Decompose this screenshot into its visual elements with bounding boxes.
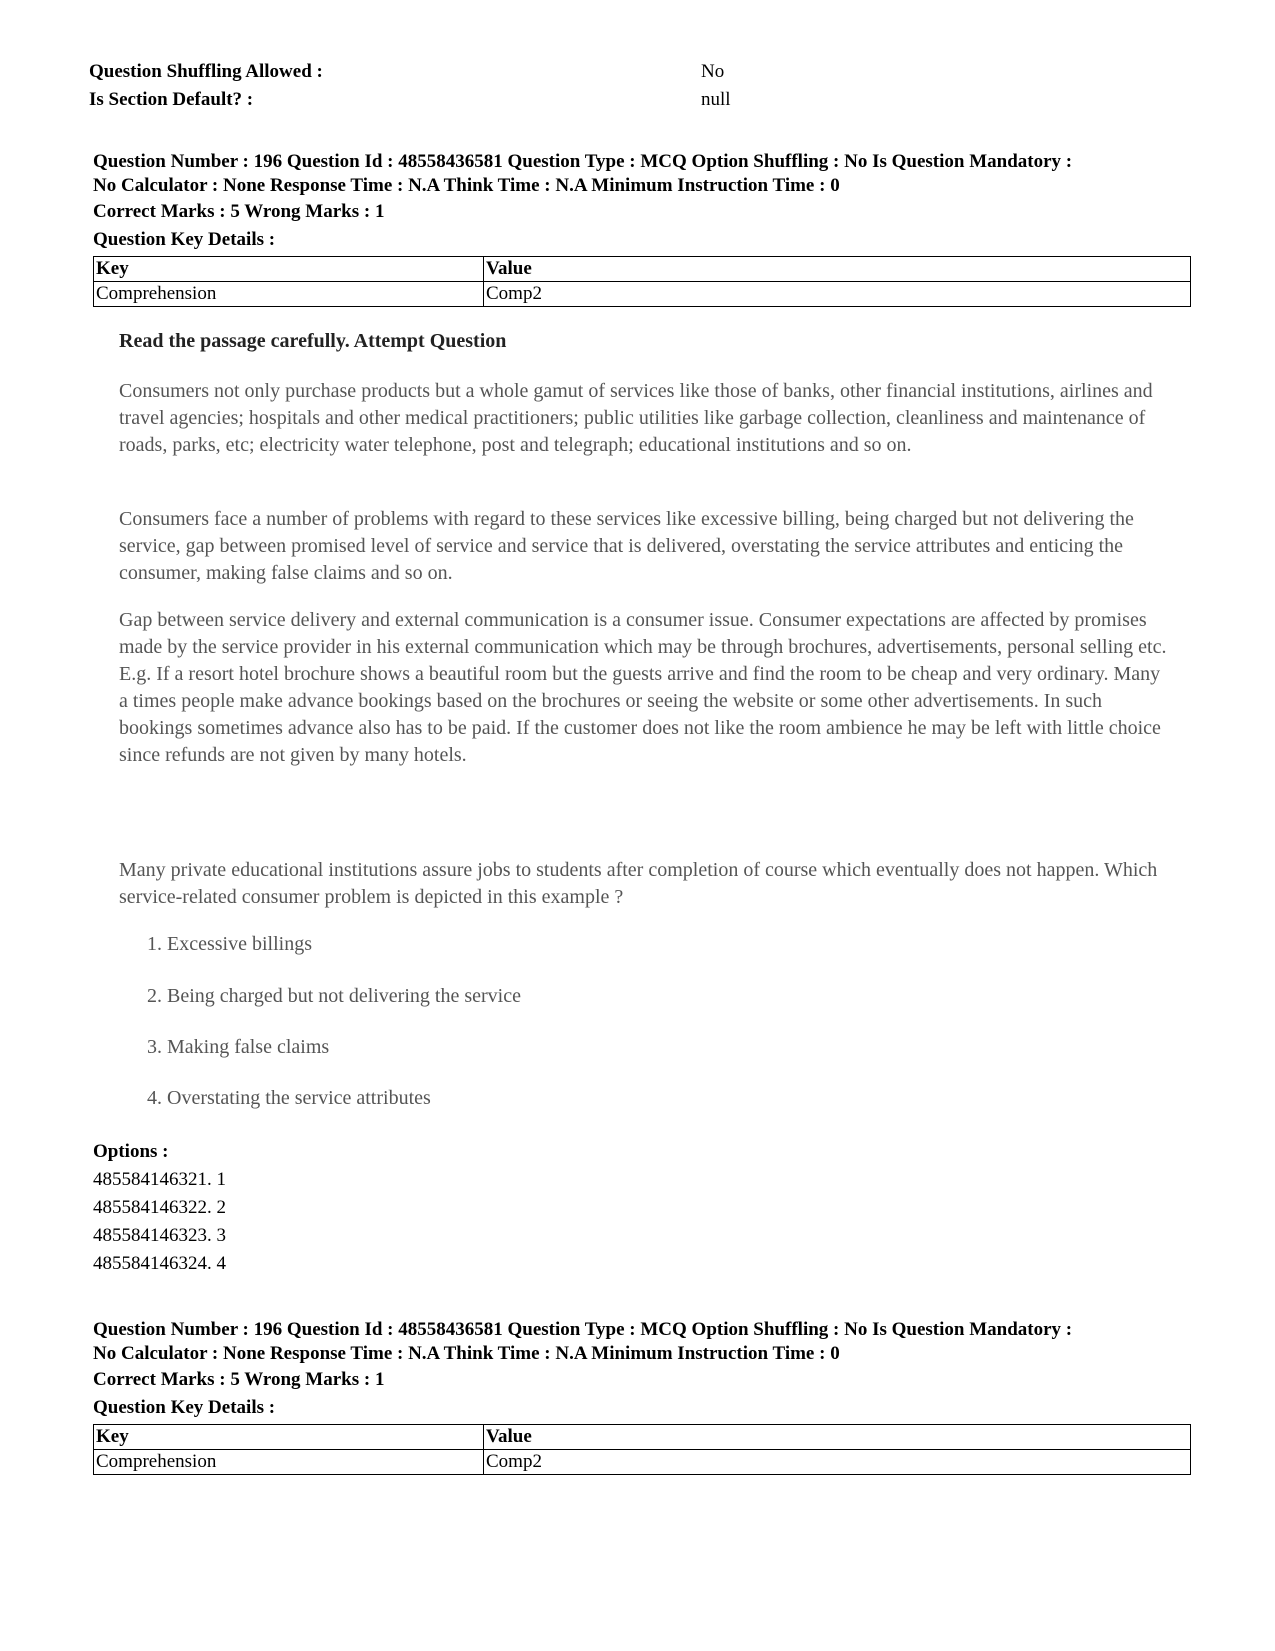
- passage: [119, 328, 1169, 355]
- paragraph-text: Consumers not only purchase products but a whole gamut of services like those of banks, other financial institutions, airlines and travel agencies; hospitals and other medical practitioners; public utilities like garbage collection, cleanliness and maintenance of roads, parks, etc; electricity water telephone, post and telegraph; educational institutions and so on.: [119, 380, 1153, 456]
- key-details-label: Question Key Details :: [93, 1397, 276, 1418]
- table-header: Value: [484, 257, 1191, 282]
- table-header: Value: [484, 1425, 1191, 1450]
- question-header-line1: Question Number : 196 Question Id : 48558436581 Question Type : MCQ Option Shuffling : No Is Question Mandatory :: [93, 1319, 1073, 1340]
- option-item: 485584146323. 3: [93, 1225, 226, 1246]
- question-marks: Correct Marks : 5 Wrong Marks : 1: [93, 1369, 385, 1390]
- table-header: Key: [94, 257, 484, 282]
- choice-item: 1. Excessive billings: [147, 933, 312, 955]
- question-text-block: [119, 857, 1169, 911]
- question-header-line1: Question Number : 196 Question Id : 48558436581 Question Type : MCQ Option Shuffling : No Is Question Mandatory :: [93, 151, 1073, 172]
- paragraph-text: Gap between service delivery and external communication is a consumer issue. Consumer expectations are affected by promises made by the service provider in his external communication which may be through brochures, advertisements, personal selling etc. E.g. If a resort hotel brochure shows a beautiful room but the guests arrive and find the room to be cheap and very ordinary. Many a times people make advance bookings based on the brochures or seeing the website or some other advertisements. In such bookings sometimes advance also has to be paid. If the customer does not like the room ambience he may be left with little choice since refunds are not given by many hotels.: [119, 609, 1167, 766]
- table-header-row: [94, 257, 1191, 282]
- table-cell: Comprehension: [94, 282, 484, 307]
- option-item: 485584146322. 2: [93, 1197, 226, 1218]
- choice-item: 3. Making false claims: [147, 1036, 330, 1058]
- key-details-label: Question Key Details :: [93, 229, 276, 250]
- choice-item: 2. Being charged but not delivering the service: [147, 985, 521, 1007]
- option-item: 485584146321. 1: [93, 1169, 226, 1190]
- table-header: Key: [94, 1425, 484, 1450]
- key-table: [93, 256, 1191, 307]
- question-block: [93, 150, 1193, 307]
- passage-paragraph: [119, 378, 1169, 459]
- paragraph-text: Consumers face a number of problems with regard to these services like excessive billing, being charged but not delivering the service, gap between promised level of service and service that is delivered, overstating the service attributes and enticing the consumer, making false claims and so on.: [119, 508, 1134, 584]
- passage-paragraph: [119, 607, 1169, 769]
- passage-title: Read the passage carefully. Attempt Question: [119, 330, 507, 352]
- meta-label: Is Section Default? :: [89, 89, 254, 110]
- meta-value: No: [701, 61, 725, 82]
- options-list: [93, 1138, 226, 1278]
- question-block-repeat: [93, 1318, 1193, 1475]
- question-header-line2: No Calculator : None Response Time : N.A Think Time : N.A Minimum Instruction Time : 0: [93, 175, 840, 196]
- meta-label: Question Shuffling Allowed :: [89, 61, 323, 82]
- option-item: 485584146324. 4: [93, 1253, 226, 1274]
- choice-item: 4. Overstating the service attributes: [147, 1087, 431, 1109]
- meta-value: null: [701, 89, 731, 110]
- passage-paragraph: [119, 506, 1169, 587]
- question-header-line2: No Calculator : None Response Time : N.A Think Time : N.A Minimum Instruction Time : 0: [93, 1343, 840, 1364]
- table-cell: Comprehension: [94, 1450, 484, 1475]
- table-row: [94, 282, 1191, 307]
- question-text: Many private educational institutions assure jobs to students after completion of course which eventually does not happen. Which service-related consumer problem is depicted in this example ?: [119, 859, 1158, 908]
- options-label: Options :: [93, 1141, 169, 1162]
- table-cell: Comp2: [484, 1450, 1191, 1475]
- table-cell: Comp2: [484, 282, 1191, 307]
- table-header-row: [94, 1425, 1191, 1450]
- key-table: [93, 1424, 1191, 1475]
- question-marks: Correct Marks : 5 Wrong Marks : 1: [93, 201, 385, 222]
- table-row: [94, 1450, 1191, 1475]
